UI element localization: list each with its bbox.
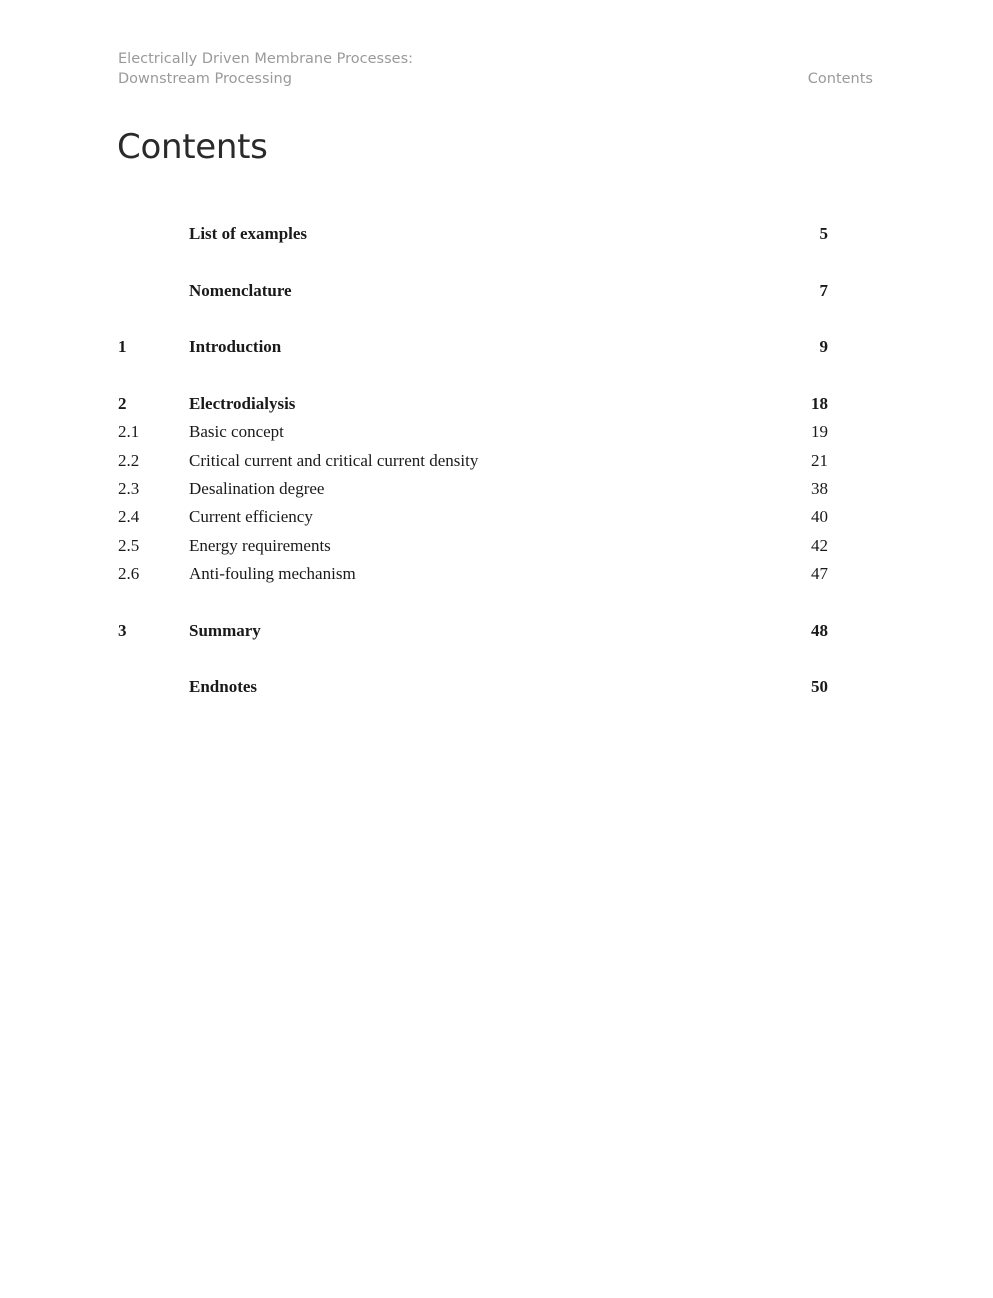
toc-entry-number: 2.2 <box>118 450 140 470</box>
toc-entry-title: Electrodialysis <box>189 394 296 414</box>
table-of-contents <box>118 220 828 702</box>
toc-entry-anti-fouling[interactable] <box>118 560 828 588</box>
toc-entry-title: Basic concept <box>189 422 284 442</box>
running-head-section: Contents <box>807 71 873 87</box>
toc-entry-electrodialysis[interactable] <box>118 390 828 418</box>
toc-entry-number: 2.1 <box>118 422 140 442</box>
toc-entry-list-of-examples[interactable] <box>118 220 828 248</box>
toc-entry-title: Critical current and critical current density <box>189 450 479 470</box>
toc-entry-title: Current efficiency <box>189 507 313 527</box>
toc-entry-number: 1 <box>118 337 127 357</box>
toc-entry-critical-current[interactable] <box>118 447 828 475</box>
page-title: Contents <box>117 127 268 167</box>
toc-entry-page: 19 <box>811 422 828 442</box>
toc-entry-page: 7 <box>819 280 828 300</box>
toc-entry-title: Desalination degree <box>189 478 325 498</box>
toc-entry-introduction[interactable] <box>118 333 828 361</box>
toc-entry-title: Endnotes <box>189 677 258 697</box>
toc-entry-page: 42 <box>811 535 828 555</box>
toc-entry-page: 18 <box>811 394 828 414</box>
toc-entry-summary[interactable] <box>118 617 828 645</box>
toc-entry-page: 40 <box>811 507 828 527</box>
toc-entry-page: 5 <box>819 224 828 243</box>
toc-entry-number: 2.4 <box>118 507 140 527</box>
running-head-book-title <box>118 49 413 89</box>
toc-entry-title: Energy requirements <box>189 535 331 555</box>
toc-entry-desalination-degree[interactable] <box>118 475 828 503</box>
toc-entry-number: 2.5 <box>118 535 140 555</box>
toc-entry-page: 9 <box>819 337 828 357</box>
toc-entry-basic-concept[interactable] <box>118 418 828 446</box>
toc-entry-number: 3 <box>118 620 127 640</box>
toc-entry-number: 2 <box>118 394 127 414</box>
toc-entry-page: 48 <box>811 620 828 640</box>
toc-entry-number: 2.6 <box>118 563 140 583</box>
toc-entry-page: 47 <box>811 563 828 583</box>
toc-entry-title: Nomenclature <box>189 280 292 300</box>
toc-entry-number: 2.3 <box>118 478 140 498</box>
toc-entry-title: List of examples <box>189 224 308 243</box>
running-head-line-2: Downstream Processing <box>118 71 292 87</box>
toc-entry-nomenclature[interactable] <box>118 277 828 305</box>
toc-entry-title: Introduction <box>189 337 282 357</box>
toc-entry-title: Summary <box>189 620 261 640</box>
toc-entry-title: Anti-fouling mechanism <box>189 563 356 583</box>
toc-entry-energy-requirements[interactable] <box>118 532 828 560</box>
toc-entry-page: 50 <box>811 677 828 697</box>
toc-entry-current-efficiency[interactable] <box>118 503 828 531</box>
toc-entry-endnotes[interactable] <box>118 673 828 701</box>
toc-entry-page: 38 <box>811 478 828 498</box>
running-head-line-1: Electrically Driven Membrane Processes: <box>118 51 414 67</box>
toc-entry-page: 21 <box>811 450 828 470</box>
